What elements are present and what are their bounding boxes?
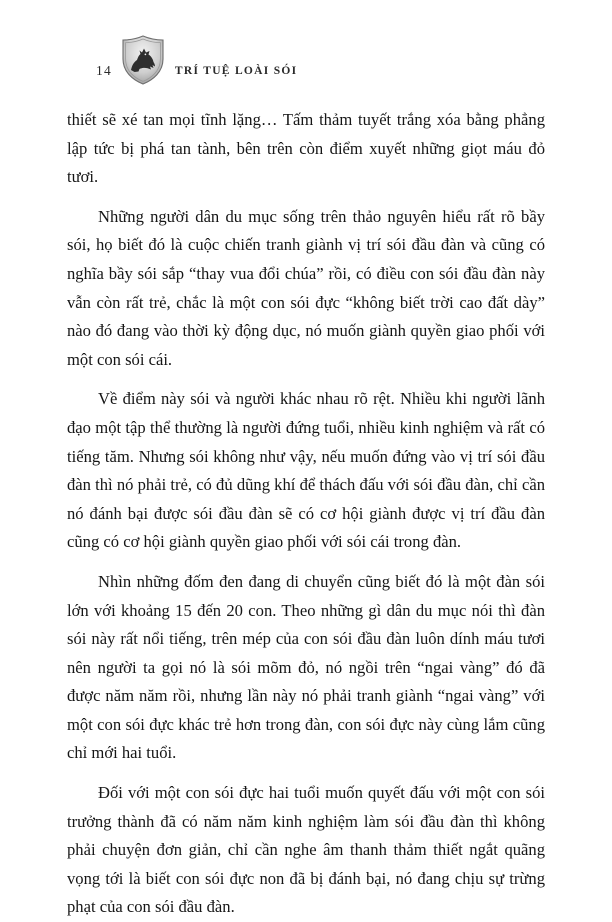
paragraph: Về điểm này sói và người khác nhau rõ rệt. Nhiều khi người lãnh đạo một tập thể thường là người đứng tuổi, nhiều kinh nghiệm và rất có tiếng tăm. Nhưng sói không như vậy, nếu muốn đứng vào vị trí sói đầu đàn thì nó phải trẻ, có đủ dũng khí để thách đấu với sói đầu đàn, chỉ cần nó đánh bại được sói đầu đàn sẽ có cơ hội giành được vị trí đầu đàn cũng có cơ hội giành quyền giao phối với sói cái trong đàn. — [67, 389, 545, 552]
page-header — [0, 34, 612, 86]
paragraph: Nhìn những đốm đen đang di chuyển cũng biết đó là một đàn sói lớn với khoảng 15 đến 20 con. Theo những gì dân du mục nói thì đàn sói này rất nổi tiếng, trên mép của con sói đầu đàn luôn dính máu tươi nên người ta gọi nó là sói mõm đỏ, nó ngồi trên “ngai vàng” đó đã được năm năm rồi, nhưng lần này nó phải tranh giành “ngai vàng” với một con sói đực khác trẻ hơn trong đàn, con sói đực này cùng lắm cũng chỉ mới hai tuổi. — [67, 571, 545, 763]
wolf-crest-icon — [120, 35, 166, 85]
running-title: TRÍ TUỆ LOÀI SÓI — [174, 65, 298, 77]
paragraph: Đối với một con sói đực hai tuổi muốn quyết đấu với một con sói trưởng thành đã có năm năm kinh nghiệm làm sói đầu đàn thì không phải chuyện đơn giản, chỉ cần nghe âm thanh thảm thiết ngắt quãng vọng tới là biết con sói đực non đã bị đánh bại, nó đang chịu sự trừng phạt của con sói đầu đàn. — [67, 783, 545, 917]
paragraph: thiết sẽ xé tan mọi tĩnh lặng… Tấm thảm tuyết trắng xóa bằng phẳng lập tức bị phá tan tành, bên trên còn điểm xuyết những giọt máu đỏ tươi. — [67, 110, 545, 187]
body-text — [67, 106, 545, 922]
header-inner — [96, 34, 297, 86]
page-number: 14 — [96, 63, 112, 78]
paragraph: Những người dân du mục sống trên thảo nguyên hiểu rất rõ bầy sói, họ biết đó là cuộc chiến tranh giành vị trí sói đầu đàn và cũng có nghĩa bầy sói sắp “thay vua đổi chúa” rồi, có điều con sói đầu đàn này vẫn còn rất trẻ, chắc là một con sói đực “không biết trời cao đất dày” nào đó đang vào thời kỳ động dục, nó muốn giành quyền giao phối với một con sói cái. — [67, 206, 545, 369]
